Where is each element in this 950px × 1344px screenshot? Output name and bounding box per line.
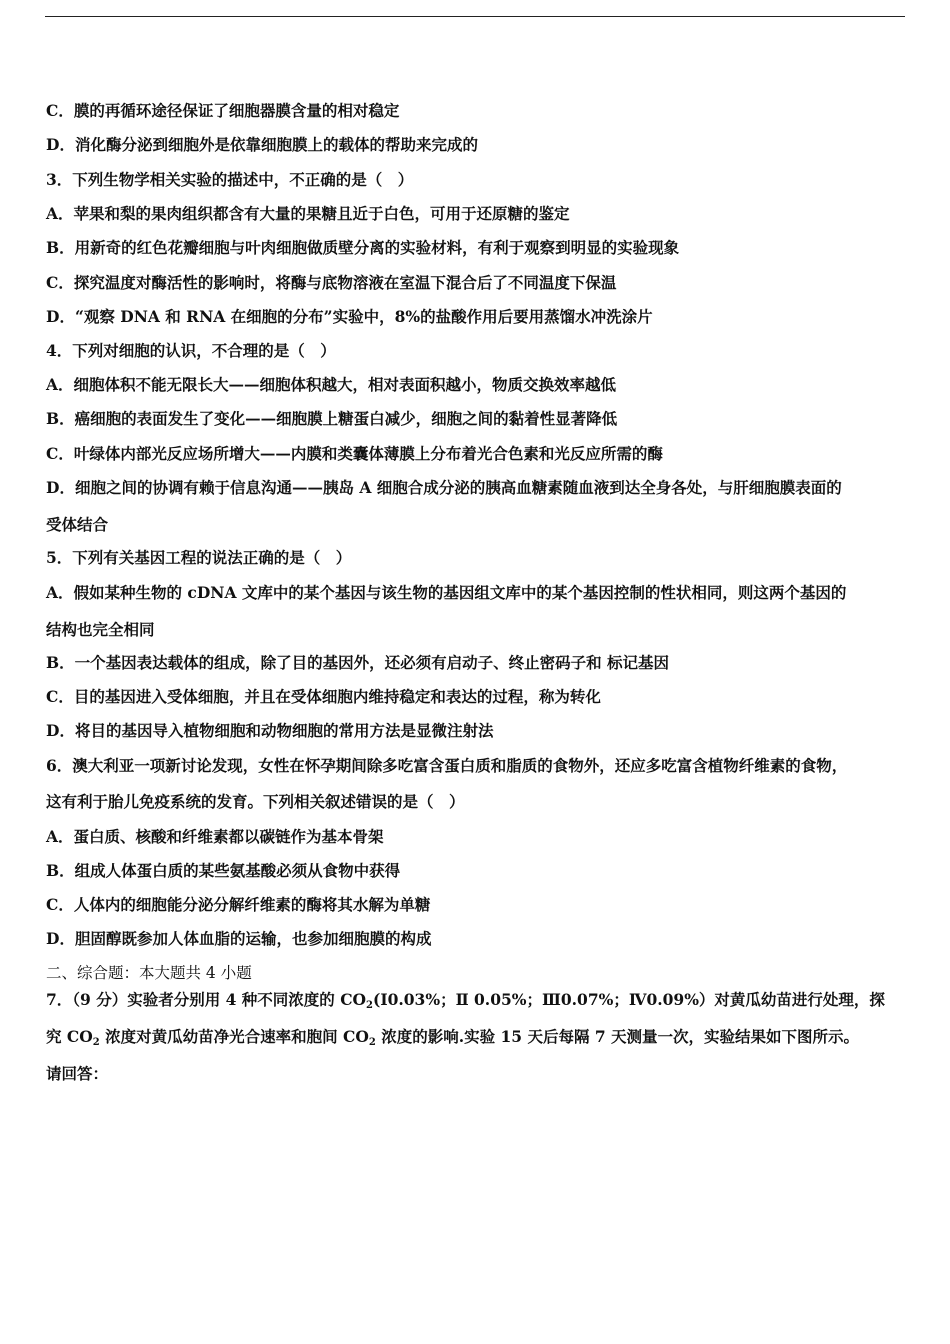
option-3b: B．用新奇的红色花瓣细胞与叶肉细胞做质壁分离的实验材料，有利于观察到明显的实验现象 (46, 238, 680, 257)
question-4-stem: 4．下列对细胞的认识，不合理的是（ ） (46, 341, 336, 360)
option-4d-line2: 受体结合 (46, 515, 109, 534)
option-3d: D．“观察 DNA 和 RNA 在细胞的分布”实验中，8%的盐酸作用后要用蒸馏水冲洗涂片 (46, 307, 653, 326)
option-5c: C．目的基因进入受体细胞，并且在受体细胞内维持稳定和表达的过程，称为转化 (46, 687, 601, 706)
question-7-prompt: 请回答： (46, 1064, 109, 1083)
header-rule (45, 16, 905, 17)
option-3a: A．苹果和梨的果肉组织都含有大量的果糖且近于白色，可用于还原糖的鉴定 (46, 204, 570, 223)
question-5-stem: 5．下列有关基因工程的说法正确的是（ ） (46, 548, 352, 567)
question-7-line2: 究 $CO_2$ 浓度对黄瓜幼苗净光合速率和胞间 $CO_2$ 浓度的影响.实验 15 天后每隔 7 天测量一次，实验结果如下图所示。 (46, 1027, 860, 1048)
option-4a: A．细胞体积不能无限长大——细胞体积越大，相对表面积越小，物质交换效率越低 (46, 375, 617, 394)
question-3-stem: 3．下列生物学相关实验的描述中，不正确的是（ ） (46, 170, 414, 189)
option-4c: C．叶绿体内部光反应场所增大——内膜和类囊体薄膜上分布着光合色素和光反应所需的酶 (46, 444, 663, 463)
option-5d: D．将目的基因导入植物细胞和动物细胞的常用方法是显微注射法 (46, 721, 494, 740)
option-5a-line2: 结构也完全相同 (46, 620, 155, 639)
option-5b: B．一个基因表达载体的组成，除了目的基因外，还必须有启动子、终止密码子和 标记基因 (46, 653, 669, 672)
option-5a-line1: A．假如某种生物的 cDNA 文库中的某个基因与该生物的基因组文库中的某个基因控制的性状相同，则这两个基因的 (46, 583, 847, 602)
option-6d: D．胆固醇既参加人体血脂的运输，也参加细胞膜的构成 (46, 929, 432, 948)
section-heading: 二、综合题：本大题共 4 小题 (46, 964, 252, 982)
option-2d: D．消化酶分泌到细胞外是依靠细胞膜上的载体的帮助来完成的 (46, 135, 478, 154)
option-4b: B．癌细胞的表面发生了变化——细胞膜上糖蛋白减少，细胞之间的黏着性显著降低 (46, 409, 618, 428)
option-2c: C．膜的再循环途径保证了细胞器膜含量的相对稳定 (46, 101, 400, 120)
option-6b: B．组成人体蛋白质的某些氨基酸必须从食物中获得 (46, 861, 401, 880)
option-4d-line1: D．细胞之间的协调有赖于信息沟通——胰岛 A 细胞合成分泌的胰高血糖素随血液到达全身各处，与肝细胞膜表面的 (46, 478, 842, 497)
option-6a: A．蛋白质、核酸和纤维素都以碳链作为基本骨架 (46, 827, 384, 846)
option-6c: C．人体内的细胞能分泌分解纤维素的酶将其水解为单糖 (46, 895, 431, 914)
question-6-stem-line1: 6．澳大利亚一项新讨论发现，女性在怀孕期间除多吃富含蛋白质和脂质的食物外，还应多吃富含植物纤维素的食物， (46, 756, 848, 775)
question-6-stem-line2: 这有利于胎儿免疫系统的发育。下列相关叙述错误的是（ ） (46, 792, 465, 811)
question-7-line1: 7．（9 分）实验者分别用 4 种不同浓度的 $CO_2(Ⅰ0.03\%$；Ⅱ 0.05%；Ⅲ0.07%；Ⅳ0.09%）对黄瓜幼苗进行处理，探 (46, 990, 885, 1011)
option-3c: C．探究温度对酶活性的影响时，将酶与底物溶液在室温下混合后了不同温度下保温 (46, 273, 617, 292)
